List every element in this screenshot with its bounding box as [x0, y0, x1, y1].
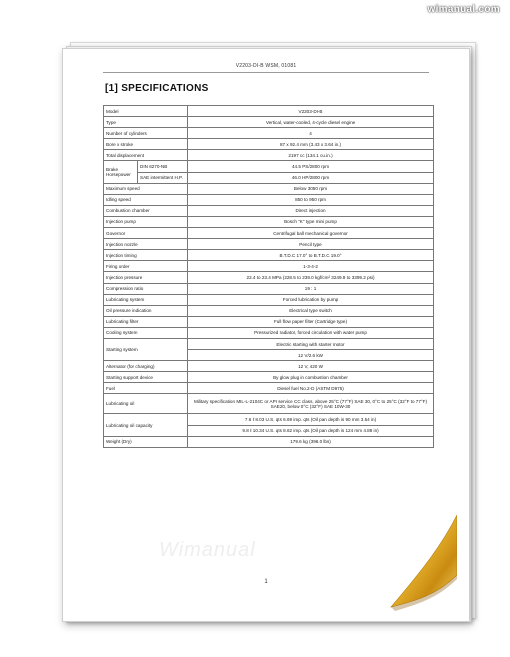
spec-value: 9.8 ℓ 10.34 U.S. qts 8.62 imp. qts (Oil pan depth is 124 mm 4.88 in)	[188, 425, 434, 436]
spec-value: Forced lubrication by pump	[188, 294, 434, 305]
spec-label: Injection pressure	[104, 272, 188, 283]
watermark-logo: Wimanual	[159, 539, 256, 561]
spec-value: 44.5 PS/2800 rpm	[188, 161, 434, 172]
table-row	[104, 250, 434, 261]
spec-label: Starting support device	[104, 372, 188, 383]
spec-label: Injection pump	[104, 216, 188, 227]
spec-value: 19 : 1	[188, 283, 434, 294]
spec-label: Injection timing	[104, 250, 188, 261]
spec-value: Pencil type	[188, 239, 434, 250]
table-row	[104, 172, 434, 183]
spec-value: 4	[188, 128, 434, 139]
spec-value: 179.6 kg (396.0 lbs)	[188, 436, 434, 447]
spec-value: Electrical type switch	[188, 305, 434, 316]
table-row	[104, 338, 434, 349]
spec-value: 2197 cc (134.1 cu.in.)	[188, 150, 434, 161]
spec-label: Brake Horsepower	[104, 161, 138, 183]
section-title: [1] SPECIFICATIONS	[105, 83, 209, 94]
table-row	[104, 117, 434, 128]
spec-value: B.T.D.C 17.0° to B.T.D.C 19.0°	[188, 250, 434, 261]
spec-label: Lubricating oil capacity	[104, 414, 188, 436]
table-row	[104, 294, 434, 305]
spec-value: Full flow paper filter (Cartridge type)	[188, 316, 434, 327]
table-row	[104, 414, 434, 425]
spec-value: By glow plug in combustion chamber	[188, 372, 434, 383]
spec-label: Oil pressure indication	[104, 305, 188, 316]
spec-value: 46.0 HP/2800 rpm	[188, 172, 434, 183]
table-row	[104, 106, 434, 117]
spec-label: Lubricating filter	[104, 316, 188, 327]
spec-value: 850 to 950 rpm	[188, 194, 434, 205]
spec-label: Model	[104, 106, 188, 117]
table-row	[104, 161, 434, 172]
spec-sublabel: DIN 6270-NB	[138, 161, 188, 172]
spec-label: Maximum speed	[104, 183, 188, 194]
spec-label: Alternator (for charging)	[104, 361, 188, 372]
spec-value: Vertical, water-cooled, 4-cycle diesel engine	[188, 117, 434, 128]
table-row	[104, 361, 434, 372]
spec-value: 22.4 to 23.4 MPa (228.5 to 239.0 kgf/cm² 3249.9 to 3399.2 psi)	[188, 272, 434, 283]
table-row	[104, 394, 434, 414]
spec-value: Below 3050 rpm	[188, 183, 434, 194]
table-row	[104, 316, 434, 327]
spec-value: Electric starting with starter motor	[188, 338, 434, 349]
table-row	[104, 150, 434, 161]
spec-value: Military specification MIL-L-2104C or API service CC class, above 25°C (77°F) SAE 30, 0°C to 25°C (32°F to 77°F) SAE20, below 0°C (32°F) SAE 10W-30	[188, 394, 434, 414]
spec-label: Type	[104, 117, 188, 128]
spec-value: Direct injection	[188, 205, 434, 216]
spec-value: 87 x 92.4 mm (3.43 x 3.64 in.)	[188, 139, 434, 150]
spec-value: V2203-DI-B	[188, 106, 434, 117]
spec-value: 7.6 ℓ 8.03 U.S. qts 6.69 imp. qts (Oil pan depth is 90 mm 3.54 in)	[188, 414, 434, 425]
spec-label: Fuel	[104, 383, 188, 394]
table-row	[104, 216, 434, 227]
spec-label: Total displacement	[104, 150, 188, 161]
spec-label: Weight (Dry)	[104, 436, 188, 447]
spec-label: Idling speed	[104, 194, 188, 205]
site-watermark: wimanual.com	[427, 4, 500, 15]
table-row	[104, 194, 434, 205]
spec-label: Bore x stroke	[104, 139, 188, 150]
spec-label: Lubricating system	[104, 294, 188, 305]
spec-value: Centrifugal ball mechanical governor	[188, 228, 434, 239]
spec-label: Compression ratio	[104, 283, 188, 294]
table-row	[104, 305, 434, 316]
spec-label: Governor	[104, 228, 188, 239]
specifications-table	[103, 105, 434, 448]
spec-sublabel: SAE intermittent H.P.	[138, 172, 188, 183]
table-row	[104, 436, 434, 447]
spec-label: Lubricating oil	[104, 394, 188, 414]
spec-label: Starting system	[104, 338, 188, 360]
table-row	[104, 139, 434, 150]
spec-value: 1-3-4-2	[188, 261, 434, 272]
table-row	[104, 239, 434, 250]
table-row	[104, 128, 434, 139]
spec-value: 12 V/2.6 kW	[188, 350, 434, 361]
page-curl-icon	[385, 515, 457, 615]
spec-value: Diesel fuel No.2-D (ASTM D975)	[188, 383, 434, 394]
spec-label: Cooling system	[104, 327, 188, 338]
page-number: 1	[264, 579, 268, 585]
spec-value: Pressurized radiator, forced circulation with water pump	[188, 327, 434, 338]
table-row	[104, 261, 434, 272]
table-row	[104, 372, 434, 383]
table-row	[104, 205, 434, 216]
table-row	[104, 183, 434, 194]
spec-label: Injection nozzle	[104, 239, 188, 250]
table-row	[104, 272, 434, 283]
spec-label: Number of cylinders	[104, 128, 188, 139]
table-row	[104, 283, 434, 294]
spec-label: Firing order	[104, 261, 188, 272]
page-header: V2203-DI-B WSM, 01081	[235, 63, 297, 69]
spec-label: Combustion chamber	[104, 205, 188, 216]
spec-value: Bosch "K" type mini pump	[188, 216, 434, 227]
table-row	[104, 228, 434, 239]
table-row	[104, 327, 434, 338]
spec-value: 12 V, 420 W	[188, 361, 434, 372]
table-row	[104, 383, 434, 394]
header-divider	[103, 72, 429, 73]
